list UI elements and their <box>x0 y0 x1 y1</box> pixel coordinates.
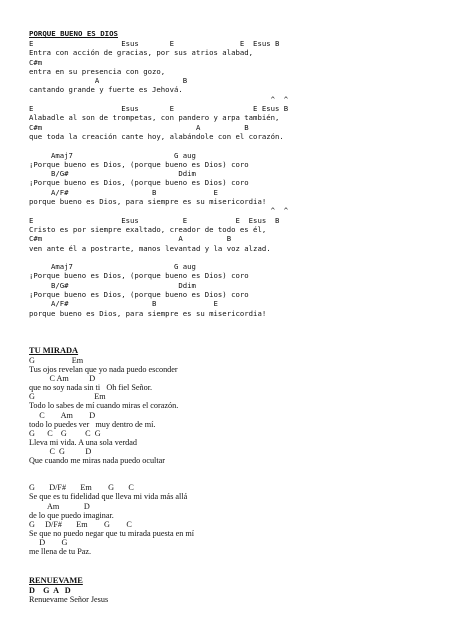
lyric-line: me llena de tu Paz. <box>29 546 92 556</box>
lyric-line: cantando grande y fuerte es Jehová. <box>29 85 183 95</box>
lyric-line: D G <box>29 537 68 547</box>
song-title: RENUEVAME <box>29 576 83 585</box>
lyric-line: que no soy nada sin ti Oh fiel Señor. <box>29 383 153 393</box>
song-tu-mirada <box>29 346 194 556</box>
lyric-line: A/F# B E <box>29 187 218 197</box>
lyric-line: G Em <box>29 392 106 402</box>
song-porque-bueno-es-dios <box>29 29 288 318</box>
lyric-line: E Esus E E Esus B <box>29 39 280 48</box>
lyric-line: ¡Porque bueno es Dios, (porque bueno es Dios) coro <box>29 271 249 281</box>
lyric-line: C G D <box>29 446 92 456</box>
lyric-line: ^ ^ <box>29 94 289 104</box>
lyric-line: G C G C G <box>29 428 101 438</box>
lyric-line: Amaj7 G aug <box>29 150 196 160</box>
lyric-line: C#m A B <box>29 234 232 244</box>
lyric-line: ^ ^ <box>29 206 289 216</box>
lyric-line: G D/F# Em G C <box>29 483 134 493</box>
lyric-line: Renuevame Señor Jesus <box>29 595 109 605</box>
lyric-line: Se que es tu fidelidad que lleva mi vida más allá <box>29 492 188 502</box>
lyric-line: Se que no puedo negar que tu mirada puesta en mí <box>29 528 195 538</box>
song-body <box>29 39 288 318</box>
lyric-line: Amaj7 G aug <box>29 262 196 272</box>
lyric-line: C Am D <box>29 410 96 420</box>
lyric-line: Alabadle al son de trompetas, con pandero y arpa también, <box>29 113 280 123</box>
lyric-line: ¡Porque bueno es Dios, (porque bueno es Dios) coro <box>29 178 249 188</box>
song-renuevame <box>29 576 108 604</box>
lyric-line: porque bueno es Dios, para siempre es su misericordia! <box>29 308 267 318</box>
lyric-line: C#m <box>29 57 43 67</box>
song-body <box>29 356 194 556</box>
lyric-line: C#m A B <box>29 122 249 132</box>
lyric-line: entra en su presencia con gozo, <box>29 66 166 76</box>
song-title: PORQUE BUENO ES DIOS <box>29 29 118 38</box>
lyric-line: G Em <box>29 356 84 365</box>
lyric-line: ven ante él a postrarte, manos levantad y la voz alzad. <box>29 243 271 253</box>
lyric-line: Cristo es por siempre exaltado, creador de todo es él, <box>29 224 267 234</box>
lyric-line: E Esus E E Esus B <box>29 215 280 225</box>
lyric-line: D G A D <box>29 586 71 595</box>
lyric-line: Am D <box>29 501 90 511</box>
lyric-line: ¡Porque bueno es Dios, (porque bueno es Dios) coro <box>29 290 249 300</box>
lyric-line: todo lo puedes ver muy dentro de mí. <box>29 419 156 429</box>
song-title: TU MIRADA <box>29 346 79 355</box>
lyric-line <box>29 474 194 483</box>
lyric-line <box>29 141 288 150</box>
lyric-line: A/F# B E <box>29 299 218 309</box>
lyric-line: B/G# Ddim <box>29 169 196 179</box>
lyric-line: que toda la creación cante hoy, alabándole con el corazón. <box>29 131 284 141</box>
lyric-line: ¡Porque bueno es Dios, (porque bueno es Dios) coro <box>29 159 249 169</box>
lyric-line: A B <box>29 76 188 86</box>
lyric-line: porque bueno es Dios, para siempre es su misericordia! <box>29 197 267 207</box>
lyric-line <box>29 465 194 474</box>
lyric-line: Tus ojos revelan que yo nada puedo esconder <box>29 365 178 375</box>
lyric-line: de lo que puedo imaginar. <box>29 510 114 520</box>
lyric-line: Todo lo sabes de mí cuando miras el corazón. <box>29 401 179 411</box>
lyric-line: Lleva mi vida. A una sola verdad <box>29 437 137 447</box>
lyric-line: Que cuando me miras nada puedo ocultar <box>29 456 165 466</box>
lyric-line: B/G# Ddim <box>29 280 196 290</box>
lyric-line: G D/F# Em G C <box>29 519 132 529</box>
lyric-line: C Am D <box>29 374 96 384</box>
lyric-line <box>29 253 288 262</box>
lyric-line: Entra con acción de gracias, por sus atrios alabad, <box>29 48 254 58</box>
song-body <box>29 586 108 604</box>
lyric-line: E Esus E E Esus B <box>29 104 289 114</box>
